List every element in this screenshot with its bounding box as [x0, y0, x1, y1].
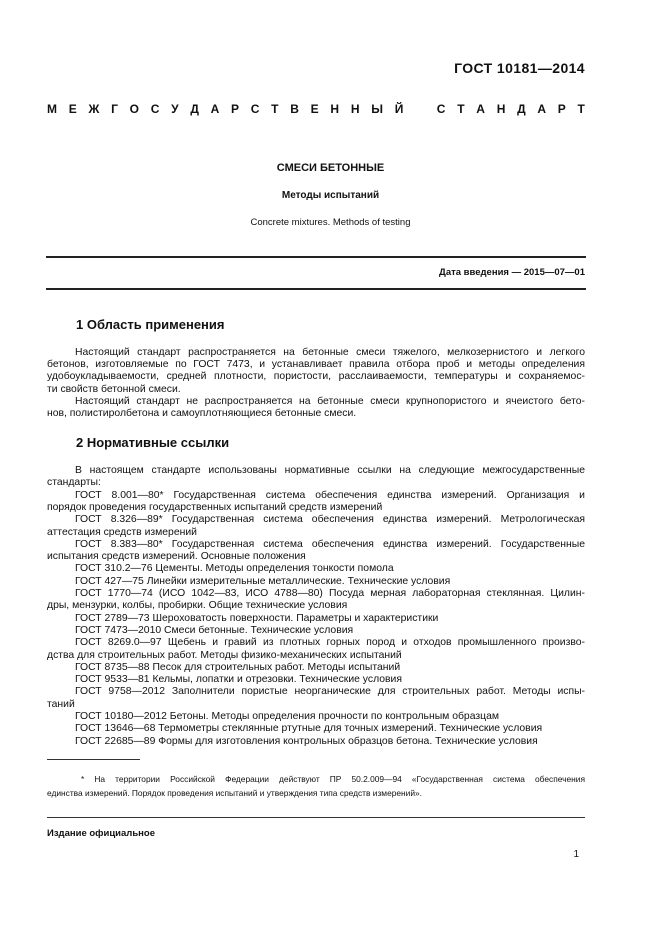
text-line: стандарты: — [47, 477, 101, 489]
banner-letter: С — [436, 102, 446, 116]
text-line: В настоящем стандарте использованы нормативные ссылки на следующие межгосударственные — [75, 465, 585, 476]
text-line: ГОСТ 1770—74 (ИСО 1042—83, ИСО 4788—80) Посуда мерная лабораторная стеклянная. Цилин- — [75, 588, 585, 599]
text-line: испытания средств измерений. Основные положения — [47, 551, 306, 563]
banner-letter: М — [47, 102, 57, 116]
introduction-date: Дата введения — 2015—07—01 — [439, 267, 585, 278]
section-1-heading: 1 Область применения — [76, 317, 225, 332]
banner-letter: Н — [330, 102, 340, 116]
text-line: ГОСТ 7473—2010 Смеси бетонные. Технические условия — [75, 624, 354, 636]
banner-letter: Р — [557, 102, 566, 116]
banner-letter: Г — [111, 102, 118, 116]
date-divider — [46, 288, 586, 290]
document-subtitle: Методы испытаний — [281, 190, 380, 201]
text-line: нов, полистиролбетона и самоуплотняющиеся бетонные смеси. — [47, 408, 357, 419]
edition-divider — [47, 817, 585, 818]
text-line: ГОСТ 22685—89 Формы для изготовления контрольных образцов бетона. Технические условия — [75, 735, 538, 747]
footnote-divider — [47, 759, 140, 760]
banner-letter: В — [290, 102, 299, 116]
text-line: таний — [47, 698, 75, 710]
text-line: ГОСТ 8.383—80* Государственная система обеспечения единства измерений. Государственные — [75, 538, 585, 550]
text-line: ГОСТ 8.326—89* Государственная система обеспечения единства измерений. Метрологическая — [75, 514, 585, 526]
banner-letter: Ы — [371, 102, 383, 116]
banner-letter: Ж — [88, 102, 100, 116]
title-divider — [46, 256, 586, 258]
text-line: ГОСТ 8735—88 Песок для строительных работ. Методы испытаний — [75, 661, 401, 673]
banner-gap — [415, 102, 425, 116]
text-line: ГОСТ 9533—81 Кельмы, лопатки и отрезовки. Технические условия — [75, 674, 402, 686]
banner-letter: Е — [68, 102, 77, 116]
text-line: ти свойств бетонной смеси. — [47, 383, 181, 395]
footnote-line: единства измерений. Порядок проведения испытаний и утверждения типа средств измерений». — [47, 788, 423, 798]
text-line: порядок проведения государственных испытаний средств измерений — [47, 501, 383, 513]
banner-letter: Т — [271, 102, 279, 116]
banner-letter: С — [150, 102, 160, 116]
text-line: ГОСТ 8.001—80* Государственная система обеспечения единства измерений. Организация и — [75, 489, 585, 501]
page-number: 1 — [573, 849, 579, 860]
banner-letter: У — [171, 102, 179, 116]
text-line: ГОСТ 2789—73 Шероховатость поверхности. Параметры и характеристики — [75, 612, 439, 624]
text-line: Настоящий стандарт не распространяется на бетонные смеси крупнопористого и ячеистого бето- — [75, 395, 585, 407]
banner-letter: О — [129, 102, 139, 116]
text-line: Настоящий стандарт распространяется на бетонные смеси тяжелого, мелкозернистого и легкого — [75, 347, 585, 358]
document-title: СМЕСИ БЕТОННЫЕ — [276, 162, 385, 174]
text-line: дры, мензурки, колбы, пробирки. Общие технические условия — [47, 600, 348, 612]
banner-letter: Н — [496, 102, 506, 116]
banner-letter: Д — [190, 102, 199, 116]
banner-letter: Й — [394, 102, 404, 116]
text-line: ГОСТ 13646—68 Термометры стеклянные ртутные для точных измерений. Технические условия — [75, 723, 543, 735]
text-line: удобоукладываемости, средней плотности, пористости, расслаиваемости, температуры и сохраняемос- — [47, 371, 585, 383]
text-line: ГОСТ 8269.0—97 Щебень и гравий из плотных горных пород и отходов промышленного произво- — [75, 637, 585, 649]
document-code: ГОСТ 10181—2014 — [454, 60, 585, 76]
banner-letter: Е — [310, 102, 319, 116]
banner-letter: А — [537, 102, 547, 116]
banner-letter: А — [210, 102, 220, 116]
text-line: бетонов, изготовляемые по ГОСТ 7473, и устанавливает правила отбора проб и методы определения — [47, 359, 585, 371]
edition-label: Издание официальное — [47, 828, 155, 839]
section-2-heading: 2 Нормативные ссылки — [76, 435, 230, 450]
english-title: Concrete mixtures. Methods of testing — [250, 217, 411, 228]
banner-letter: Т — [577, 102, 585, 116]
banner-letter: Д — [517, 102, 526, 116]
banner-letter: Т — [457, 102, 465, 116]
standard-banner — [47, 102, 585, 116]
banner-letter: С — [250, 102, 260, 116]
banner-letter: Р — [231, 102, 240, 116]
text-line: ГОСТ 10180—2012 Бетоны. Методы определения прочности по контрольным образцам — [75, 711, 500, 722]
banner-letter: Н — [350, 102, 360, 116]
text-line: ГОСТ 9758—2012 Заполнители пористые неорганические для строительных работ. Методы испы- — [75, 686, 585, 698]
text-line: дства для строительных работ. Методы физико-механических испытаний — [47, 649, 402, 661]
text-line: аттестация средств измерений — [47, 526, 197, 538]
footnote-line: * На территории Российской Федерации действуют ПР 50.2.009—94 «Государственная система обеспечения — [81, 774, 585, 784]
text-line: ГОСТ 427—75 Линейки измерительные металлические. Технические условия — [75, 575, 451, 587]
banner-letter: А — [476, 102, 485, 116]
text-line: ГОСТ 310.2—76 Цементы. Методы определения тонкости помола — [75, 563, 394, 575]
